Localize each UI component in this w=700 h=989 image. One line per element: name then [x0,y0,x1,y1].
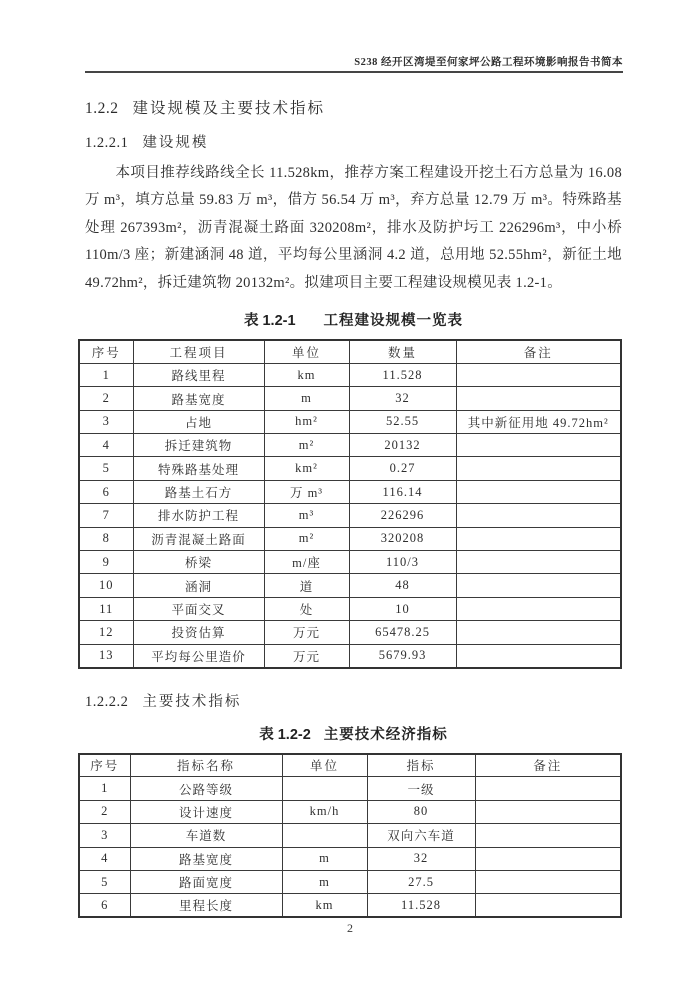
table-cell: 27.5 [367,870,475,893]
table-cell: 10 [79,574,133,597]
section-title: 主要技术指标 [142,693,242,710]
table-cell [475,777,621,800]
table-row [79,434,621,457]
table-cell: m [264,387,349,410]
table-cell: 3 [79,410,133,433]
table-row [79,777,621,800]
table-cell: 排水防护工程 [133,504,264,527]
table-cell [475,870,621,893]
table1-caption [85,309,622,330]
table-cell [282,824,367,847]
table-row [79,800,621,823]
table-cell: 平均每公里造价 [133,644,264,667]
table-cell [456,574,621,597]
page-number: 2 [347,921,353,935]
table-cell [456,551,621,574]
table-cell [475,800,621,823]
table-cell: 路基土石方 [133,480,264,503]
table2-caption-label: 表 1.2-2 [259,726,311,743]
table-cell: 2 [79,387,133,410]
table-cell: 5 [79,870,130,893]
table-cell: 11.528 [349,363,456,386]
table-cell: 4 [79,434,133,457]
table-cell: km/h [282,800,367,823]
table-cell: 4 [79,847,130,870]
table-row [79,551,621,574]
table-cell: 5679.93 [349,644,456,667]
table1-header-cell: 序号 [79,340,133,363]
page-content [85,88,622,918]
section-number: 1.2.2.2 [85,693,129,710]
table-cell: m² [264,527,349,550]
table-cell: m [282,847,367,870]
table-cell [456,504,621,527]
table-cell: 万元 [264,644,349,667]
table-cell: 桥梁 [133,551,264,574]
table-cell: 48 [349,574,456,597]
table-cell: 226296 [349,504,456,527]
table-cell [456,457,621,480]
technical-index-table [78,753,622,919]
table-cell: 道 [264,574,349,597]
table-cell [456,387,621,410]
section-title: 建设规模 [142,135,209,151]
table-cell: 116.14 [349,480,456,503]
table1-caption-label: 表 1.2-1 [243,313,296,330]
table-cell: 万 m³ [264,480,349,503]
table-cell: 110/3 [349,551,456,574]
construction-scale-table [78,339,622,668]
section-heading-1-2-2 [85,96,622,118]
table-cell: 路基宽度 [130,847,282,870]
table-cell: km [282,894,367,917]
table-row [79,574,621,597]
table1-header-cell: 单位 [264,340,349,363]
table-row [79,824,621,847]
table-cell: 0.27 [349,457,456,480]
table-cell: 车道数 [130,824,282,847]
table-row [79,894,621,917]
table-cell: 32 [349,387,456,410]
table-row [79,847,621,870]
table-cell: 9 [79,551,133,574]
table-cell: 特殊路基处理 [133,457,264,480]
table1-header-row [79,340,621,363]
table-cell: 5 [79,457,133,480]
table-cell: 6 [79,894,130,917]
construction-scale-paragraph: 本项目推荐线路线全长 11.528km，推荐方案工程建设开挖土石方总量为 16.08 万 m³，填方总量 59.83 万 m³，借方 56.54 万 m³，弃方总量 12.79 万 m³。特殊路基处理 267393m²，沥青混凝土路面 320208m²，排水及防护圬工 226296m³，中小桥 110m/3 座；新建涵洞 48 道，平均每公里涵洞 4.2 道，总用地 52.55hm²，新征土地 49.72hm²，拆迁建筑物 20132m²。拟建项目主要工程建设规模见表 1.2-1。 [85,165,622,291]
table-cell [475,824,621,847]
table-cell: 7 [79,504,133,527]
table-cell: 13 [79,644,133,667]
table-cell: km² [264,457,349,480]
table-cell: 里程长度 [130,894,282,917]
table-cell [475,894,621,917]
table-cell: 65478.25 [349,621,456,644]
table-cell [456,480,621,503]
table2-header-cell: 单位 [282,754,367,777]
section-title: 建设规模及主要技术指标 [132,100,326,117]
table-cell: m [282,870,367,893]
table-cell: 1 [79,777,130,800]
table-row [79,870,621,893]
table-row [79,363,621,386]
table-cell: 52.55 [349,410,456,433]
table-row [79,480,621,503]
table-cell: 1 [79,363,133,386]
table1-header-cell: 工程项目 [133,340,264,363]
section-heading-1-2-2-1 [85,131,622,152]
table-cell: 8 [79,527,133,550]
table-cell [282,777,367,800]
table-cell [456,621,621,644]
table-cell [456,527,621,550]
table2-header-cell: 指标名称 [130,754,282,777]
table-cell: 2 [79,800,130,823]
table-cell: 3 [79,824,130,847]
table-cell: 投资估算 [133,621,264,644]
table-cell: 320208 [349,527,456,550]
header-rule [85,71,623,73]
table-cell: 11.528 [367,894,475,917]
table2-header-row [79,754,621,777]
table-cell: 设计速度 [130,800,282,823]
table-cell: 其中新征用地 49.72hm² [456,410,621,433]
table1-caption-title: 工程建设规模一览表 [323,313,464,330]
table-cell: 公路等级 [130,777,282,800]
table2-caption-title: 主要技术经济指标 [323,726,448,743]
table-cell: 占地 [133,410,264,433]
table-row [79,387,621,410]
table-cell: 涵洞 [133,574,264,597]
table-cell [456,597,621,620]
table-cell [456,644,621,667]
section-number: 1.2.2.1 [85,135,129,151]
running-header [85,54,623,69]
table-cell [456,363,621,386]
table-cell: km [264,363,349,386]
section-heading-1-2-2-2 [85,690,622,711]
table-cell: 12 [79,621,133,644]
table-cell: 万元 [264,621,349,644]
table2-header-cell: 序号 [79,754,130,777]
table-row [79,410,621,433]
table-cell: 双向六车道 [367,824,475,847]
table-cell: 处 [264,597,349,620]
table-cell: 80 [367,800,475,823]
table-cell: 拆迁建筑物 [133,434,264,457]
table-cell: hm² [264,410,349,433]
table-cell: 路基宽度 [133,387,264,410]
table-row [79,621,621,644]
section-number: 1.2.2 [85,100,119,117]
table-row [79,457,621,480]
table2-caption [85,723,622,744]
table-cell: 路面宽度 [130,870,282,893]
table1-header-cell: 备注 [456,340,621,363]
table-cell: m/座 [264,551,349,574]
table-cell: 20132 [349,434,456,457]
table-cell: 32 [367,847,475,870]
running-title: S238 经开区湾堤至何家坪公路工程环境影响报告书简本 [354,57,623,68]
table2-header-cell: 指标 [367,754,475,777]
table-cell: 沥青混凝土路面 [133,527,264,550]
table-cell [475,847,621,870]
table-cell: 10 [349,597,456,620]
table-row [79,527,621,550]
table-cell: m² [264,434,349,457]
table-row [79,644,621,667]
table-cell: 路线里程 [133,363,264,386]
table-cell [456,434,621,457]
table-row [79,597,621,620]
table-cell: 一级 [367,777,475,800]
table-cell: 11 [79,597,133,620]
table2-header-cell: 备注 [475,754,621,777]
table-row [79,504,621,527]
table-cell: 6 [79,480,133,503]
table-cell: 平面交叉 [133,597,264,620]
table1-header-cell: 数量 [349,340,456,363]
table-cell: m³ [264,504,349,527]
